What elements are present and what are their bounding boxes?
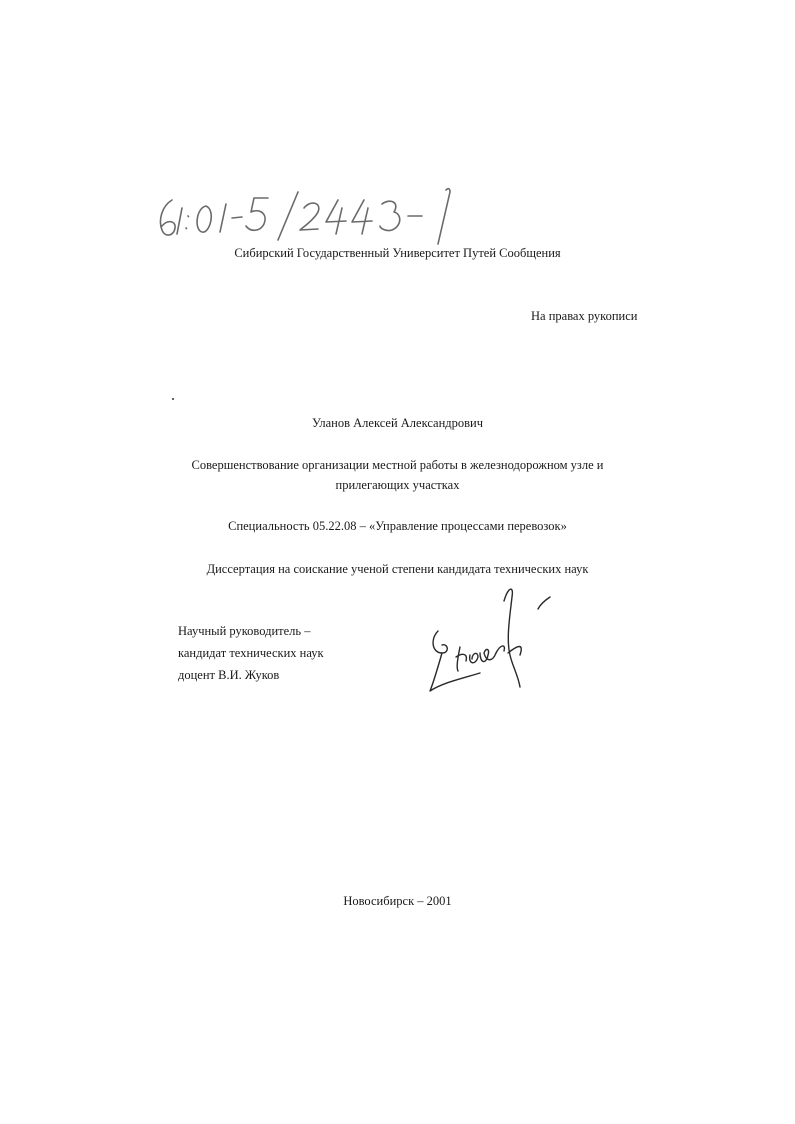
city-and-year: Новосибирск – 2001 <box>343 894 452 908</box>
handwritten-shelfmark <box>150 186 510 248</box>
handwritten-signature <box>420 583 560 705</box>
university-name: Сибирский Государственный Университет Путей Сообщения <box>234 246 561 260</box>
author-name: Уланов Алексей Александрович <box>311 416 484 430</box>
supervisor-role: Научный руководитель – <box>178 624 311 638</box>
supervisor-degree: кандидат технических наук <box>178 646 324 660</box>
manuscript-rights-note: На правах рукописи <box>531 309 638 323</box>
dissertation-degree-line: Диссертация на соискание ученой степени кандидата технических наук <box>206 562 589 576</box>
scan-speck <box>172 398 174 400</box>
dissertation-title-line-2: прилегающих участках <box>335 478 460 492</box>
dissertation-title-line-1: Совершенствование организации местной работы в железнодорожном узле и <box>191 458 604 472</box>
specialty-line: Специальность 05.22.08 – «Управление процессами перевозок» <box>228 519 567 533</box>
supervisor-name: доцент В.И. Жуков <box>178 668 280 682</box>
